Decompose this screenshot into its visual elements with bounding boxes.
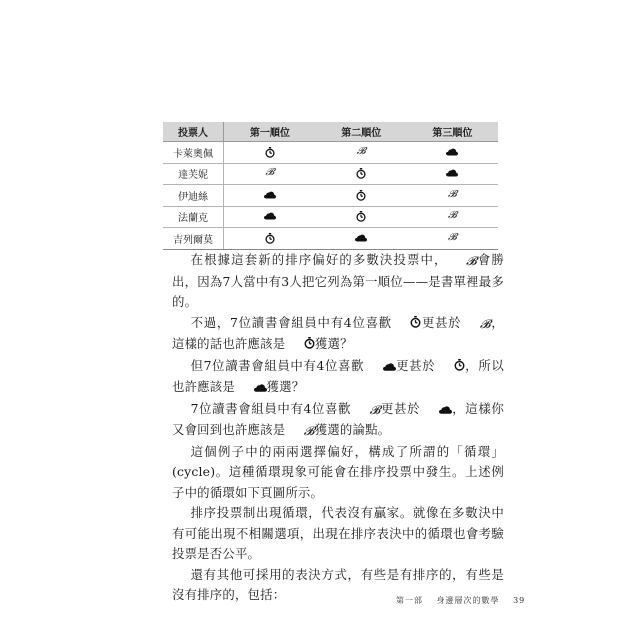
cloud-icon bbox=[355, 234, 367, 242]
stopwatch-icon bbox=[265, 233, 275, 244]
page-number: 39 bbox=[513, 596, 526, 605]
stopwatch-icon bbox=[356, 211, 366, 222]
cloud-icon bbox=[264, 191, 276, 199]
table-row bbox=[163, 163, 498, 185]
rank-cell-2 bbox=[316, 206, 407, 228]
text-run: ，所以也許應該是 bbox=[172, 357, 504, 394]
voter-name: 吉列爾莫 bbox=[163, 228, 224, 250]
table-row bbox=[163, 228, 498, 250]
script-b-symbol: 𝓑 bbox=[448, 210, 457, 222]
text-run: 獲選？ bbox=[266, 379, 305, 394]
stopwatch-icon bbox=[392, 314, 422, 335]
text-run: ，這樣的話也許應該是 bbox=[172, 314, 504, 351]
footer-part: 第一部 bbox=[396, 596, 423, 605]
text-run: 更甚於 bbox=[421, 314, 462, 330]
cloud-icon bbox=[420, 400, 452, 421]
paragraph bbox=[172, 399, 504, 442]
rank-cell-2 bbox=[316, 163, 407, 185]
rank-cell-3 bbox=[407, 228, 498, 250]
text-run: 排序投票制出現循環，代表沒有贏家。就像在多數決中有可能出現不相關選項，出現在排序表決中的循環也會考驗投票是否公平。 bbox=[172, 505, 504, 561]
text-run: 7位讀書會組員中有4位喜歡 bbox=[190, 400, 352, 416]
cloud-icon bbox=[446, 148, 458, 156]
text-run: 會勝出，因為7人當中有3人把它列為第一順位——是書單裡最多的。 bbox=[172, 252, 504, 309]
header-rank-1: 第一順位 bbox=[224, 122, 316, 142]
script-b-symbol: 𝓑 bbox=[356, 145, 366, 157]
text-run: ，這樣你又會回到也許應該是 bbox=[172, 400, 504, 437]
paragraph bbox=[172, 442, 504, 504]
stopwatch-icon bbox=[265, 147, 275, 158]
header-rank-3: 第三順位 bbox=[407, 122, 498, 142]
voter-name: 伊迪絲 bbox=[163, 185, 224, 207]
text-run: 不過，7位讀書會組員中有4位喜歡 bbox=[190, 314, 392, 330]
voter-name: 法蘭克 bbox=[163, 206, 224, 228]
table-row bbox=[163, 142, 498, 164]
rank-cell-3 bbox=[407, 185, 498, 207]
table-row bbox=[163, 206, 498, 228]
stopwatch-icon bbox=[356, 190, 366, 201]
table-row bbox=[163, 185, 498, 207]
rank-cell-1 bbox=[224, 206, 316, 228]
rank-cell-3 bbox=[407, 163, 498, 185]
paragraph bbox=[172, 313, 504, 356]
stopwatch-icon bbox=[356, 168, 366, 179]
rank-cell-3 bbox=[407, 206, 498, 228]
footer-chapter: 身邊層次的數學 bbox=[436, 596, 500, 605]
rank-cell-1 bbox=[224, 228, 316, 250]
rank-cell-3 bbox=[407, 142, 498, 164]
header-rank-2: 第二順位 bbox=[316, 122, 407, 142]
rank-cell-2 bbox=[316, 228, 407, 250]
table-header-row bbox=[163, 122, 498, 142]
rank-cell-2 bbox=[316, 142, 407, 164]
rank-cell-1 bbox=[224, 163, 316, 185]
script-b-symbol: 𝓑 bbox=[448, 188, 457, 200]
page-footer bbox=[396, 595, 535, 606]
script-b-symbol: 𝓑 bbox=[303, 424, 315, 438]
text-run: 更甚於 bbox=[395, 357, 436, 373]
paragraph bbox=[172, 250, 504, 313]
header-voter: 投票人 bbox=[163, 122, 224, 142]
cloud-icon bbox=[235, 378, 267, 399]
rank-cell-1 bbox=[224, 185, 316, 207]
paragraph bbox=[172, 356, 504, 399]
stopwatch-icon bbox=[285, 335, 315, 356]
stopwatch-icon bbox=[435, 357, 465, 378]
text-run: 更甚於 bbox=[380, 400, 421, 416]
text-run: 獲選的論點。 bbox=[314, 422, 391, 437]
script-b-symbol: 𝓑 bbox=[480, 316, 491, 331]
cloud-icon bbox=[446, 169, 458, 177]
voter-name: 卡萊奧佩 bbox=[163, 142, 224, 164]
text-run: 這個例子中的兩兩選擇偏好，構成了所謂的「循環」(cycle)。這種循環現象可能會在排序投票中發生。上述例子中的循環如下頁圖所示。 bbox=[172, 443, 504, 500]
body-text bbox=[172, 250, 504, 606]
text-run: 獲選？ bbox=[314, 336, 353, 351]
ranking-table bbox=[163, 122, 498, 250]
voter-name: 達芙妮 bbox=[163, 163, 224, 185]
cloud-icon bbox=[364, 357, 396, 378]
rank-cell-1 bbox=[224, 142, 316, 164]
paragraph bbox=[172, 503, 504, 565]
text-run: 還有其他可採用的表決方式，有些是有排序的，有些是沒有排序的，包括： bbox=[172, 566, 504, 602]
script-b-symbol: 𝓑 bbox=[265, 167, 275, 179]
cloud-icon bbox=[264, 212, 276, 220]
script-b-symbol: 𝓑 bbox=[369, 402, 381, 417]
text-run: 但7位讀書會組員中有4位喜歡 bbox=[190, 357, 365, 373]
script-b-symbol: 𝓑 bbox=[466, 254, 477, 268]
table-body bbox=[163, 142, 498, 250]
script-b-symbol: 𝓑 bbox=[448, 231, 457, 243]
text-run: 在根據這套新的排序偏好的多數決投票中， bbox=[190, 252, 448, 267]
rank-cell-2 bbox=[316, 185, 407, 207]
